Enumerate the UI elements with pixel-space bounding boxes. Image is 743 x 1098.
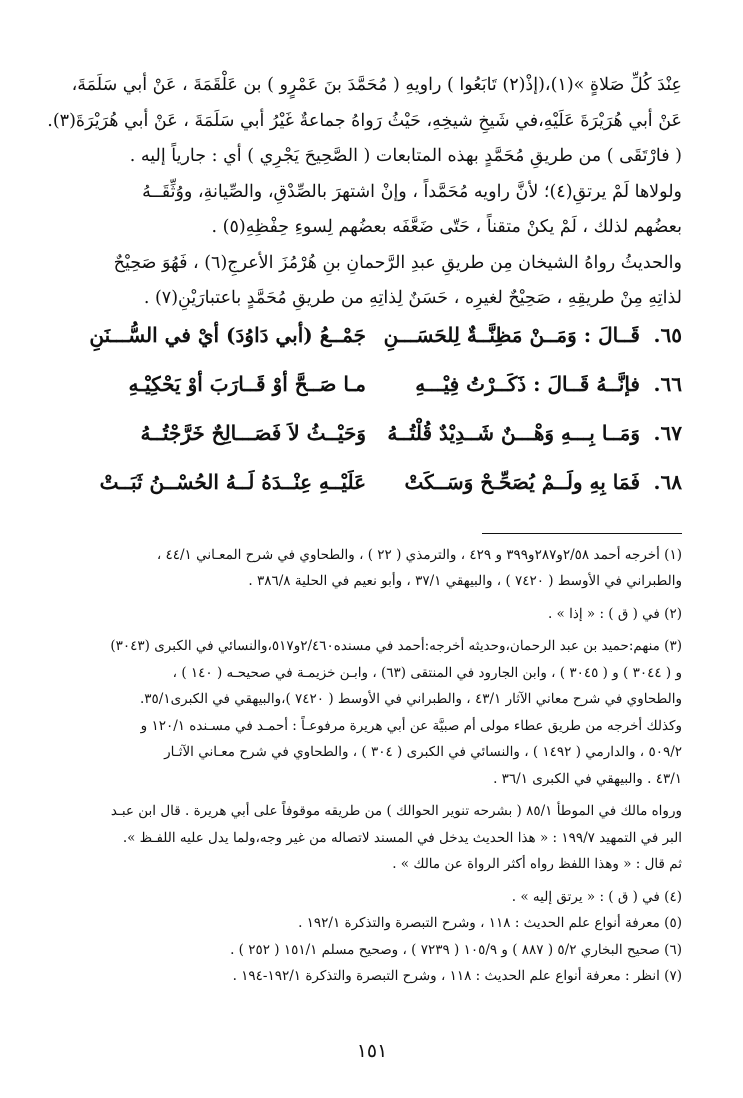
verse-first-hemistich: قَــالَ : وَمَــنْ مَظِنَّــةٌ لِلحَسَـــنِ bbox=[383, 322, 640, 347]
verse-second-hemistich: وَحَيْــثُ لاَ فَصَـــالِحٌ خَرَّجْتُــهُ bbox=[140, 420, 366, 445]
footnote-line: ٥٠٩/٢ ، والدارمي ( ١٤٩٢ ) ، والنسائي في الكبرى ( ٣٠٤ ) ، والطحاوي في شرح معـاني الآثـار bbox=[164, 744, 682, 760]
footnote-line: والطبراني في الأوسط ( ٧٤٢٠ ) ، والبيهقي ٣٧/١ ، وأبو نعيم في الحلية ٣٨٦/٨ . bbox=[248, 573, 682, 589]
page-number: ١٥١ bbox=[356, 1040, 388, 1062]
verse-first-hemistich: فإنَّــهُ قَــالَ : ذَكَــرْتُ فِيْـــهِ bbox=[415, 371, 640, 396]
text-line: ( فارْتَقَى ) من طريقِ مُحَمَّدٍ بهذه المتابعات ( الصَّحِيحَ يَجْرِي ) أي : جارياً إليه . bbox=[129, 146, 682, 166]
verse-number: ٦٨. bbox=[653, 469, 682, 494]
verse-second-hemistich: مـا صَــحَّ أوْ قَــارَبَ أوْ يَحْكِيْـهِ bbox=[128, 371, 366, 396]
verse-number: ٦٦. bbox=[653, 371, 682, 396]
main-text bbox=[47, 68, 682, 317]
verse-line bbox=[62, 323, 682, 372]
footnote-line: ثم قال : « وهذا اللفظ رواه أكثر الرواة عن مالك » . bbox=[392, 856, 682, 872]
text-line: عَنْ أبي هُرَيْرَةَ عَلَيْهِ،في شَيخِ شيخِهِ، حَيْثُ رَواهُ جماعةٌ غَيْرُ أبي سَلَمَةَ ، عَنْ أبي هُرَيْرَةَ(٣). bbox=[47, 110, 682, 131]
verse-first-hemistich: وَمَــا بِـــهِ وَهْـــنٌ شَــدِيْدٌ قُلْتُــهُ bbox=[387, 420, 640, 445]
verse-block bbox=[62, 323, 682, 519]
text-line: بعضُهم لذلك ، لَمْ يكنْ متقناً ، حَتّى ضَعَّفَه بعضُهم لِسوءِ حِفْظِهِ(٥) . bbox=[211, 217, 682, 237]
footnote-line: وكذلك أخرجه من طريق عطاء مولى أم صبيَّة عن أبي هريرة مرفوعـاً : أحمـد في مسـنده ١٢٠/١ و bbox=[140, 717, 682, 734]
verse-first-hemistich: فَمَا بِهِ ولَــمْ يُصَحِّـحْ وَسَــكَتْ bbox=[404, 469, 640, 494]
footnotes bbox=[62, 542, 682, 990]
verse-second-hemistich: عَلَيْــهِ عِنْــدَهُ لَــهُ الحُسْــنُ ثَبَــتْ bbox=[99, 469, 366, 494]
text-line: لذاتِهِ مِنْ طريقِهِ ، صَحِيْحٌ لغيرِه ، حَسَنٌ لِذاتِهِ من طريقِ مُحَمَّدٍ باعتبارَيْنِ(٧) . bbox=[143, 288, 682, 308]
footnote-line: (٧) انظر : معرفة أنواع علم الحديث : ١١٨ ، وشرح التبصرة والتذكرة ١٩٢/١-١٩٤ . bbox=[232, 968, 682, 984]
footnote-line: (٢) في ( ق ) : « إذا » . bbox=[547, 605, 682, 622]
footnote-line: والطحاوي في شرح معاني الآثار ٤٣/١ ، والطبراني في الأوسط ( ٧٤٢٠ )،والبيهقي في الكبرى٣٥/١. bbox=[139, 691, 682, 707]
text-line: والحديثُ رواهُ الشيخان مِن طريقِ عبدِ الرَّحمانِ بنِ هُرْمُزَ الأعرجِ(٦) ، فَهُوَ صَحِيْحٌ bbox=[113, 252, 682, 273]
verse-number: ٦٧. bbox=[653, 420, 682, 445]
footnote-line: ٤٣/١ . والبيهقي في الكبرى ٣٦/١ . bbox=[493, 770, 682, 787]
footnote-line: البر في التمهيد ١٩٩/٧ : « هذا الحديث يدخل في المسند لاتصاله من غير وجه،ولما يدل عليه اللفـظ ». bbox=[122, 829, 682, 846]
verse-line bbox=[62, 470, 682, 519]
page bbox=[47, 68, 682, 1078]
footnote-separator bbox=[482, 533, 682, 534]
verse-second-hemistich: جَمْــعُ (أبي دَاوُدَ) أيْ في السُّـــنَنِ bbox=[89, 322, 366, 347]
footnote-line: (٦) صحيح البخاري ٥/٢ ( ٨٨٧ ) و ١٠٥/٩ ( ٧٢٣٩ ) ، وصحيح مسلم ١٥١/١ ( ٢٥٢ ) . bbox=[230, 941, 682, 958]
footnote-line: ورواه مالك في الموطأ ٨٥/١ ( بشرحه تنوير الحوالك ) من طريقه موقوفاً على أبي هريرة . قال ابن عبـد bbox=[110, 803, 682, 819]
verse-number: ٦٥. bbox=[653, 322, 682, 347]
text-line: ولولاها لَمْ يرتقِ(٤)؛ لأنَّ راويه مُحَمَّداً ، وإنْ اشتهرَ بالصِّدْقِ، والصِّيانةِ، ووُثِّقَــهُ bbox=[142, 181, 682, 202]
footnote-line: و ( ٣٠٤٤ ) و ( ٣٠٤٥ ) ، وابن الجارود في المنتقى (٦٣) ، وابـن خزيمـة في صحيحـه ( ١٤٠ ) ، bbox=[172, 664, 682, 681]
footnote-line: (١) أخرجه أحمد ٢/٥٨و٢٨٧و٣٩٩ و ٤٢٩ ، والترمذي ( ٢٢ ) ، والطحاوي في شرح المعـاني ٤٤/١ ، bbox=[156, 546, 682, 563]
footnote-line: (٤) في ( ق ) : « يرتق إليه » . bbox=[511, 888, 682, 905]
verse-line bbox=[62, 372, 682, 421]
text-line: عِنْدَ كُلِّ صَلاةٍ »(١)،(إذْ(٢) تَابَعُوا ) راويهِ ( مُحَمَّدَ بنَ عَمْرٍو ) بن عَلْقَمَةَ ، عَنْ أبي سَلَمَةَ، bbox=[71, 75, 682, 95]
footnote-line: (٣) منهم:حميد بن عبد الرحمان،وحديثه أخرجه:أحمد في مسنده٢/٤٦٠و٥١٧،والنسائي في الكبرى (٣٠٤٣) bbox=[110, 638, 682, 654]
verse-line bbox=[62, 421, 682, 470]
footnote-line: (٥) معرفة أنواع علم الحديث : ١١٨ ، وشرح التبصرة والتذكرة ١٩٢/١ . bbox=[298, 915, 682, 931]
